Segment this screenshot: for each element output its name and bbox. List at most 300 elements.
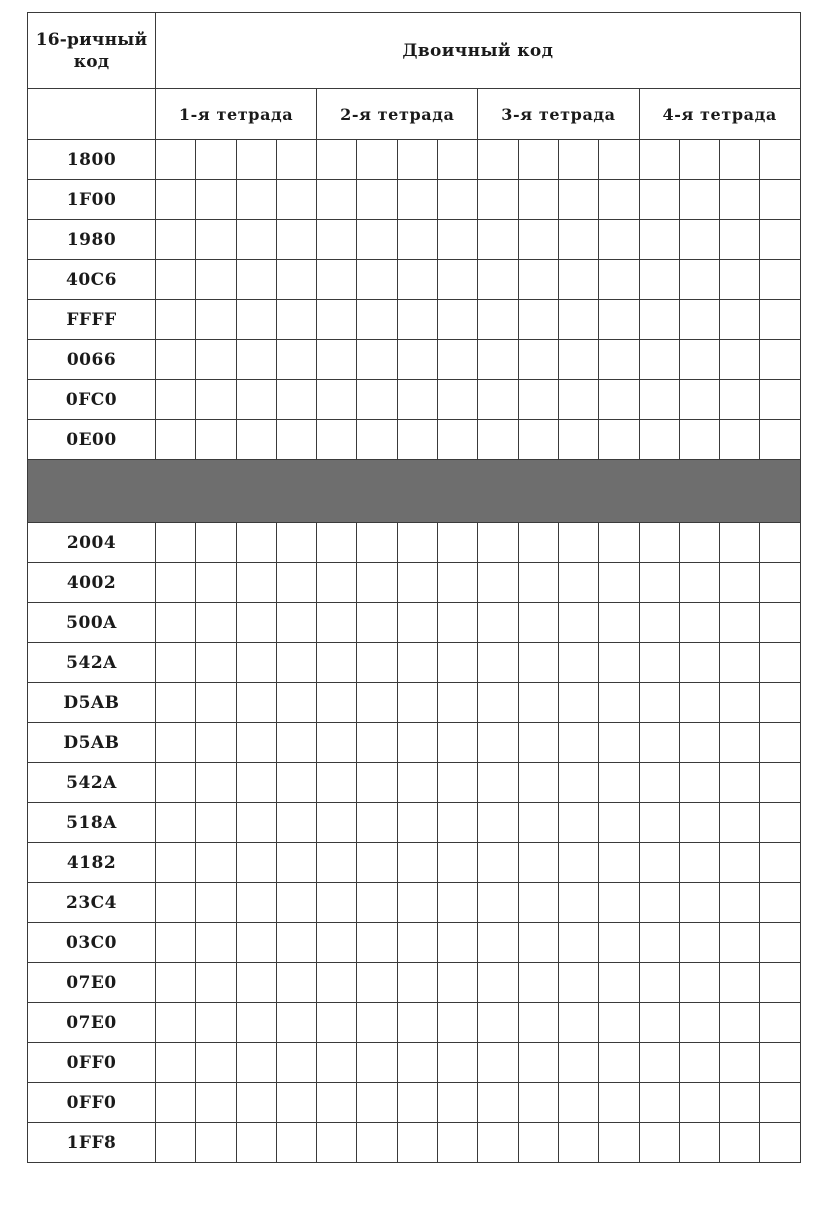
- binary-digit-cell[interactable]: [760, 380, 800, 420]
- binary-digit-cell[interactable]: [760, 420, 800, 460]
- binary-digit-cell[interactable]: [478, 220, 518, 260]
- binary-digit-cell[interactable]: [679, 963, 719, 1003]
- binary-digit-cell[interactable]: [679, 643, 719, 683]
- binary-digit-cell[interactable]: [679, 260, 719, 300]
- binary-digit-cell[interactable]: [357, 643, 397, 683]
- binary-digit-cell[interactable]: [599, 260, 639, 300]
- binary-digit-cell[interactable]: [679, 1083, 719, 1123]
- binary-digit-cell[interactable]: [236, 683, 276, 723]
- binary-digit-cell[interactable]: [518, 1003, 558, 1043]
- binary-digit-cell[interactable]: [357, 1123, 397, 1163]
- binary-digit-cell[interactable]: [397, 763, 437, 803]
- binary-digit-cell[interactable]: [438, 563, 478, 603]
- binary-digit-cell[interactable]: [236, 1003, 276, 1043]
- binary-digit-cell[interactable]: [639, 963, 679, 1003]
- binary-digit-cell[interactable]: [357, 523, 397, 563]
- binary-digit-cell[interactable]: [599, 1123, 639, 1163]
- binary-digit-cell[interactable]: [760, 180, 800, 220]
- binary-digit-cell[interactable]: [599, 923, 639, 963]
- binary-digit-cell[interactable]: [156, 1123, 196, 1163]
- binary-digit-cell[interactable]: [518, 420, 558, 460]
- binary-digit-cell[interactable]: [397, 603, 437, 643]
- binary-digit-cell[interactable]: [679, 220, 719, 260]
- binary-digit-cell[interactable]: [518, 803, 558, 843]
- binary-digit-cell[interactable]: [357, 1083, 397, 1123]
- binary-digit-cell[interactable]: [196, 603, 236, 643]
- binary-digit-cell[interactable]: [558, 563, 598, 603]
- binary-digit-cell[interactable]: [558, 1123, 598, 1163]
- binary-digit-cell[interactable]: [397, 180, 437, 220]
- binary-digit-cell[interactable]: [317, 1003, 357, 1043]
- binary-digit-cell[interactable]: [276, 843, 316, 883]
- binary-digit-cell[interactable]: [357, 723, 397, 763]
- binary-digit-cell[interactable]: [679, 1123, 719, 1163]
- binary-digit-cell[interactable]: [558, 260, 598, 300]
- binary-digit-cell[interactable]: [236, 643, 276, 683]
- binary-digit-cell[interactable]: [760, 563, 800, 603]
- binary-digit-cell[interactable]: [156, 1083, 196, 1123]
- binary-digit-cell[interactable]: [276, 1123, 316, 1163]
- binary-digit-cell[interactable]: [639, 300, 679, 340]
- binary-digit-cell[interactable]: [236, 260, 276, 300]
- binary-digit-cell[interactable]: [317, 843, 357, 883]
- binary-digit-cell[interactable]: [317, 883, 357, 923]
- binary-digit-cell[interactable]: [438, 1123, 478, 1163]
- binary-digit-cell[interactable]: [438, 683, 478, 723]
- binary-digit-cell[interactable]: [196, 843, 236, 883]
- binary-digit-cell[interactable]: [438, 420, 478, 460]
- binary-digit-cell[interactable]: [478, 523, 518, 563]
- binary-digit-cell[interactable]: [639, 1123, 679, 1163]
- binary-digit-cell[interactable]: [357, 923, 397, 963]
- binary-digit-cell[interactable]: [236, 180, 276, 220]
- binary-digit-cell[interactable]: [679, 300, 719, 340]
- binary-digit-cell[interactable]: [558, 723, 598, 763]
- binary-digit-cell[interactable]: [236, 763, 276, 803]
- binary-digit-cell[interactable]: [357, 803, 397, 843]
- binary-digit-cell[interactable]: [518, 220, 558, 260]
- binary-digit-cell[interactable]: [196, 803, 236, 843]
- binary-digit-cell[interactable]: [558, 1003, 598, 1043]
- binary-digit-cell[interactable]: [760, 643, 800, 683]
- binary-digit-cell[interactable]: [760, 523, 800, 563]
- binary-digit-cell[interactable]: [156, 883, 196, 923]
- binary-digit-cell[interactable]: [276, 923, 316, 963]
- binary-digit-cell[interactable]: [317, 923, 357, 963]
- binary-digit-cell[interactable]: [317, 180, 357, 220]
- binary-digit-cell[interactable]: [518, 843, 558, 883]
- binary-digit-cell[interactable]: [156, 260, 196, 300]
- binary-digit-cell[interactable]: [599, 963, 639, 1003]
- binary-digit-cell[interactable]: [397, 843, 437, 883]
- binary-digit-cell[interactable]: [357, 843, 397, 883]
- binary-digit-cell[interactable]: [438, 963, 478, 1003]
- binary-digit-cell[interactable]: [518, 603, 558, 643]
- binary-digit-cell[interactable]: [236, 220, 276, 260]
- binary-digit-cell[interactable]: [397, 923, 437, 963]
- binary-digit-cell[interactable]: [397, 523, 437, 563]
- binary-digit-cell[interactable]: [720, 380, 760, 420]
- binary-digit-cell[interactable]: [518, 963, 558, 1003]
- binary-digit-cell[interactable]: [599, 763, 639, 803]
- binary-digit-cell[interactable]: [317, 340, 357, 380]
- binary-digit-cell[interactable]: [317, 140, 357, 180]
- binary-digit-cell[interactable]: [720, 140, 760, 180]
- binary-digit-cell[interactable]: [156, 140, 196, 180]
- binary-digit-cell[interactable]: [639, 923, 679, 963]
- binary-digit-cell[interactable]: [357, 340, 397, 380]
- binary-digit-cell[interactable]: [317, 260, 357, 300]
- binary-digit-cell[interactable]: [760, 300, 800, 340]
- binary-digit-cell[interactable]: [760, 1043, 800, 1083]
- binary-digit-cell[interactable]: [438, 883, 478, 923]
- binary-digit-cell[interactable]: [760, 1083, 800, 1123]
- binary-digit-cell[interactable]: [639, 803, 679, 843]
- binary-digit-cell[interactable]: [518, 563, 558, 603]
- binary-digit-cell[interactable]: [558, 923, 598, 963]
- binary-digit-cell[interactable]: [438, 380, 478, 420]
- binary-digit-cell[interactable]: [317, 1123, 357, 1163]
- binary-digit-cell[interactable]: [558, 340, 598, 380]
- binary-digit-cell[interactable]: [720, 220, 760, 260]
- binary-digit-cell[interactable]: [236, 1083, 276, 1123]
- binary-digit-cell[interactable]: [679, 803, 719, 843]
- binary-digit-cell[interactable]: [478, 643, 518, 683]
- binary-digit-cell[interactable]: [236, 883, 276, 923]
- binary-digit-cell[interactable]: [599, 420, 639, 460]
- binary-digit-cell[interactable]: [438, 340, 478, 380]
- binary-digit-cell[interactable]: [196, 420, 236, 460]
- binary-digit-cell[interactable]: [639, 1043, 679, 1083]
- binary-digit-cell[interactable]: [639, 340, 679, 380]
- binary-digit-cell[interactable]: [357, 763, 397, 803]
- binary-digit-cell[interactable]: [438, 1003, 478, 1043]
- binary-digit-cell[interactable]: [156, 763, 196, 803]
- binary-digit-cell[interactable]: [317, 1083, 357, 1123]
- binary-digit-cell[interactable]: [156, 843, 196, 883]
- binary-digit-cell[interactable]: [760, 923, 800, 963]
- binary-digit-cell[interactable]: [236, 723, 276, 763]
- binary-digit-cell[interactable]: [196, 260, 236, 300]
- binary-digit-cell[interactable]: [357, 380, 397, 420]
- binary-digit-cell[interactable]: [397, 1043, 437, 1083]
- binary-digit-cell[interactable]: [438, 923, 478, 963]
- binary-digit-cell[interactable]: [679, 420, 719, 460]
- binary-digit-cell[interactable]: [478, 883, 518, 923]
- binary-digit-cell[interactable]: [156, 923, 196, 963]
- binary-digit-cell[interactable]: [478, 1123, 518, 1163]
- binary-digit-cell[interactable]: [397, 380, 437, 420]
- binary-digit-cell[interactable]: [236, 843, 276, 883]
- binary-digit-cell[interactable]: [438, 220, 478, 260]
- binary-digit-cell[interactable]: [679, 380, 719, 420]
- binary-digit-cell[interactable]: [357, 683, 397, 723]
- binary-digit-cell[interactable]: [397, 140, 437, 180]
- binary-digit-cell[interactable]: [317, 220, 357, 260]
- binary-digit-cell[interactable]: [558, 763, 598, 803]
- binary-digit-cell[interactable]: [478, 420, 518, 460]
- binary-digit-cell[interactable]: [679, 883, 719, 923]
- binary-digit-cell[interactable]: [720, 723, 760, 763]
- binary-digit-cell[interactable]: [397, 683, 437, 723]
- binary-digit-cell[interactable]: [196, 1083, 236, 1123]
- binary-digit-cell[interactable]: [317, 643, 357, 683]
- binary-digit-cell[interactable]: [518, 723, 558, 763]
- binary-digit-cell[interactable]: [478, 1003, 518, 1043]
- binary-digit-cell[interactable]: [639, 1083, 679, 1123]
- binary-digit-cell[interactable]: [518, 260, 558, 300]
- binary-digit-cell[interactable]: [518, 300, 558, 340]
- binary-digit-cell[interactable]: [196, 723, 236, 763]
- binary-digit-cell[interactable]: [599, 683, 639, 723]
- binary-digit-cell[interactable]: [357, 220, 397, 260]
- binary-digit-cell[interactable]: [679, 563, 719, 603]
- binary-digit-cell[interactable]: [397, 1003, 437, 1043]
- binary-digit-cell[interactable]: [760, 1123, 800, 1163]
- binary-digit-cell[interactable]: [518, 523, 558, 563]
- binary-digit-cell[interactable]: [357, 420, 397, 460]
- binary-digit-cell[interactable]: [599, 643, 639, 683]
- binary-digit-cell[interactable]: [478, 380, 518, 420]
- binary-digit-cell[interactable]: [236, 340, 276, 380]
- binary-digit-cell[interactable]: [558, 963, 598, 1003]
- binary-digit-cell[interactable]: [760, 340, 800, 380]
- binary-digit-cell[interactable]: [720, 180, 760, 220]
- binary-digit-cell[interactable]: [558, 803, 598, 843]
- binary-digit-cell[interactable]: [438, 1083, 478, 1123]
- binary-digit-cell[interactable]: [720, 763, 760, 803]
- binary-digit-cell[interactable]: [720, 260, 760, 300]
- binary-digit-cell[interactable]: [599, 140, 639, 180]
- binary-digit-cell[interactable]: [558, 180, 598, 220]
- binary-digit-cell[interactable]: [317, 563, 357, 603]
- binary-digit-cell[interactable]: [317, 963, 357, 1003]
- binary-digit-cell[interactable]: [558, 420, 598, 460]
- binary-digit-cell[interactable]: [639, 643, 679, 683]
- binary-digit-cell[interactable]: [599, 380, 639, 420]
- binary-digit-cell[interactable]: [276, 883, 316, 923]
- binary-digit-cell[interactable]: [518, 380, 558, 420]
- binary-digit-cell[interactable]: [438, 723, 478, 763]
- binary-digit-cell[interactable]: [558, 1043, 598, 1083]
- binary-digit-cell[interactable]: [276, 1043, 316, 1083]
- binary-digit-cell[interactable]: [397, 220, 437, 260]
- binary-digit-cell[interactable]: [558, 843, 598, 883]
- binary-digit-cell[interactable]: [720, 803, 760, 843]
- binary-digit-cell[interactable]: [639, 260, 679, 300]
- binary-digit-cell[interactable]: [156, 380, 196, 420]
- binary-digit-cell[interactable]: [518, 140, 558, 180]
- binary-digit-cell[interactable]: [518, 643, 558, 683]
- binary-digit-cell[interactable]: [276, 140, 316, 180]
- binary-digit-cell[interactable]: [639, 220, 679, 260]
- binary-digit-cell[interactable]: [478, 923, 518, 963]
- binary-digit-cell[interactable]: [478, 1083, 518, 1123]
- binary-digit-cell[interactable]: [478, 763, 518, 803]
- binary-digit-cell[interactable]: [478, 963, 518, 1003]
- binary-digit-cell[interactable]: [639, 843, 679, 883]
- binary-digit-cell[interactable]: [518, 883, 558, 923]
- binary-digit-cell[interactable]: [397, 1123, 437, 1163]
- binary-digit-cell[interactable]: [599, 220, 639, 260]
- binary-digit-cell[interactable]: [720, 963, 760, 1003]
- binary-digit-cell[interactable]: [478, 260, 518, 300]
- binary-digit-cell[interactable]: [276, 683, 316, 723]
- binary-digit-cell[interactable]: [558, 683, 598, 723]
- binary-digit-cell[interactable]: [276, 643, 316, 683]
- binary-digit-cell[interactable]: [196, 300, 236, 340]
- binary-digit-cell[interactable]: [558, 523, 598, 563]
- binary-digit-cell[interactable]: [156, 340, 196, 380]
- binary-digit-cell[interactable]: [760, 803, 800, 843]
- binary-digit-cell[interactable]: [317, 763, 357, 803]
- binary-digit-cell[interactable]: [478, 180, 518, 220]
- binary-digit-cell[interactable]: [357, 603, 397, 643]
- binary-digit-cell[interactable]: [438, 763, 478, 803]
- binary-digit-cell[interactable]: [196, 180, 236, 220]
- binary-digit-cell[interactable]: [357, 1043, 397, 1083]
- binary-digit-cell[interactable]: [397, 300, 437, 340]
- binary-digit-cell[interactable]: [236, 380, 276, 420]
- binary-digit-cell[interactable]: [599, 883, 639, 923]
- binary-digit-cell[interactable]: [196, 340, 236, 380]
- binary-digit-cell[interactable]: [196, 763, 236, 803]
- binary-digit-cell[interactable]: [276, 1003, 316, 1043]
- binary-digit-cell[interactable]: [156, 220, 196, 260]
- binary-digit-cell[interactable]: [397, 963, 437, 1003]
- binary-digit-cell[interactable]: [196, 140, 236, 180]
- binary-digit-cell[interactable]: [357, 1003, 397, 1043]
- binary-digit-cell[interactable]: [599, 180, 639, 220]
- binary-digit-cell[interactable]: [236, 140, 276, 180]
- binary-digit-cell[interactable]: [156, 1003, 196, 1043]
- binary-digit-cell[interactable]: [397, 723, 437, 763]
- binary-digit-cell[interactable]: [478, 683, 518, 723]
- binary-digit-cell[interactable]: [236, 963, 276, 1003]
- binary-digit-cell[interactable]: [760, 140, 800, 180]
- binary-digit-cell[interactable]: [438, 643, 478, 683]
- binary-digit-cell[interactable]: [679, 723, 719, 763]
- binary-digit-cell[interactable]: [518, 180, 558, 220]
- binary-digit-cell[interactable]: [558, 140, 598, 180]
- binary-digit-cell[interactable]: [156, 1043, 196, 1083]
- binary-digit-cell[interactable]: [196, 883, 236, 923]
- binary-digit-cell[interactable]: [760, 260, 800, 300]
- binary-digit-cell[interactable]: [438, 260, 478, 300]
- binary-digit-cell[interactable]: [438, 843, 478, 883]
- binary-digit-cell[interactable]: [720, 523, 760, 563]
- binary-digit-cell[interactable]: [438, 300, 478, 340]
- binary-digit-cell[interactable]: [720, 1123, 760, 1163]
- binary-digit-cell[interactable]: [317, 803, 357, 843]
- binary-digit-cell[interactable]: [397, 803, 437, 843]
- binary-digit-cell[interactable]: [156, 300, 196, 340]
- binary-digit-cell[interactable]: [518, 683, 558, 723]
- binary-digit-cell[interactable]: [720, 883, 760, 923]
- binary-digit-cell[interactable]: [599, 300, 639, 340]
- binary-digit-cell[interactable]: [276, 420, 316, 460]
- binary-digit-cell[interactable]: [599, 523, 639, 563]
- binary-digit-cell[interactable]: [196, 963, 236, 1003]
- binary-digit-cell[interactable]: [276, 300, 316, 340]
- binary-digit-cell[interactable]: [397, 883, 437, 923]
- binary-digit-cell[interactable]: [397, 1083, 437, 1123]
- binary-digit-cell[interactable]: [357, 563, 397, 603]
- binary-digit-cell[interactable]: [639, 380, 679, 420]
- binary-digit-cell[interactable]: [357, 140, 397, 180]
- binary-digit-cell[interactable]: [196, 563, 236, 603]
- binary-digit-cell[interactable]: [639, 763, 679, 803]
- binary-digit-cell[interactable]: [639, 603, 679, 643]
- binary-digit-cell[interactable]: [558, 603, 598, 643]
- binary-digit-cell[interactable]: [357, 300, 397, 340]
- binary-digit-cell[interactable]: [599, 1003, 639, 1043]
- binary-digit-cell[interactable]: [196, 1043, 236, 1083]
- binary-digit-cell[interactable]: [599, 1083, 639, 1123]
- binary-digit-cell[interactable]: [317, 380, 357, 420]
- binary-digit-cell[interactable]: [196, 1123, 236, 1163]
- binary-digit-cell[interactable]: [599, 603, 639, 643]
- binary-digit-cell[interactable]: [478, 340, 518, 380]
- binary-digit-cell[interactable]: [478, 1043, 518, 1083]
- binary-digit-cell[interactable]: [276, 803, 316, 843]
- binary-digit-cell[interactable]: [397, 420, 437, 460]
- binary-digit-cell[interactable]: [558, 1083, 598, 1123]
- binary-digit-cell[interactable]: [276, 1083, 316, 1123]
- binary-digit-cell[interactable]: [639, 523, 679, 563]
- binary-digit-cell[interactable]: [679, 923, 719, 963]
- binary-digit-cell[interactable]: [639, 420, 679, 460]
- binary-digit-cell[interactable]: [760, 603, 800, 643]
- binary-digit-cell[interactable]: [599, 563, 639, 603]
- binary-digit-cell[interactable]: [599, 843, 639, 883]
- binary-digit-cell[interactable]: [196, 643, 236, 683]
- binary-digit-cell[interactable]: [478, 563, 518, 603]
- binary-digit-cell[interactable]: [397, 563, 437, 603]
- binary-digit-cell[interactable]: [397, 643, 437, 683]
- binary-digit-cell[interactable]: [720, 843, 760, 883]
- binary-digit-cell[interactable]: [236, 923, 276, 963]
- binary-digit-cell[interactable]: [236, 1123, 276, 1163]
- binary-digit-cell[interactable]: [156, 723, 196, 763]
- binary-digit-cell[interactable]: [679, 603, 719, 643]
- binary-digit-cell[interactable]: [236, 603, 276, 643]
- binary-digit-cell[interactable]: [236, 523, 276, 563]
- binary-digit-cell[interactable]: [679, 180, 719, 220]
- binary-digit-cell[interactable]: [236, 1043, 276, 1083]
- binary-digit-cell[interactable]: [478, 723, 518, 763]
- binary-digit-cell[interactable]: [276, 220, 316, 260]
- binary-digit-cell[interactable]: [276, 563, 316, 603]
- binary-digit-cell[interactable]: [720, 563, 760, 603]
- binary-digit-cell[interactable]: [196, 1003, 236, 1043]
- binary-digit-cell[interactable]: [438, 180, 478, 220]
- binary-digit-cell[interactable]: [720, 1083, 760, 1123]
- binary-digit-cell[interactable]: [599, 803, 639, 843]
- binary-digit-cell[interactable]: [760, 763, 800, 803]
- binary-digit-cell[interactable]: [236, 803, 276, 843]
- binary-digit-cell[interactable]: [639, 563, 679, 603]
- binary-digit-cell[interactable]: [760, 843, 800, 883]
- binary-digit-cell[interactable]: [438, 603, 478, 643]
- binary-digit-cell[interactable]: [599, 1043, 639, 1083]
- binary-digit-cell[interactable]: [156, 803, 196, 843]
- binary-digit-cell[interactable]: [196, 923, 236, 963]
- binary-digit-cell[interactable]: [518, 763, 558, 803]
- binary-digit-cell[interactable]: [317, 300, 357, 340]
- binary-digit-cell[interactable]: [639, 723, 679, 763]
- binary-digit-cell[interactable]: [357, 963, 397, 1003]
